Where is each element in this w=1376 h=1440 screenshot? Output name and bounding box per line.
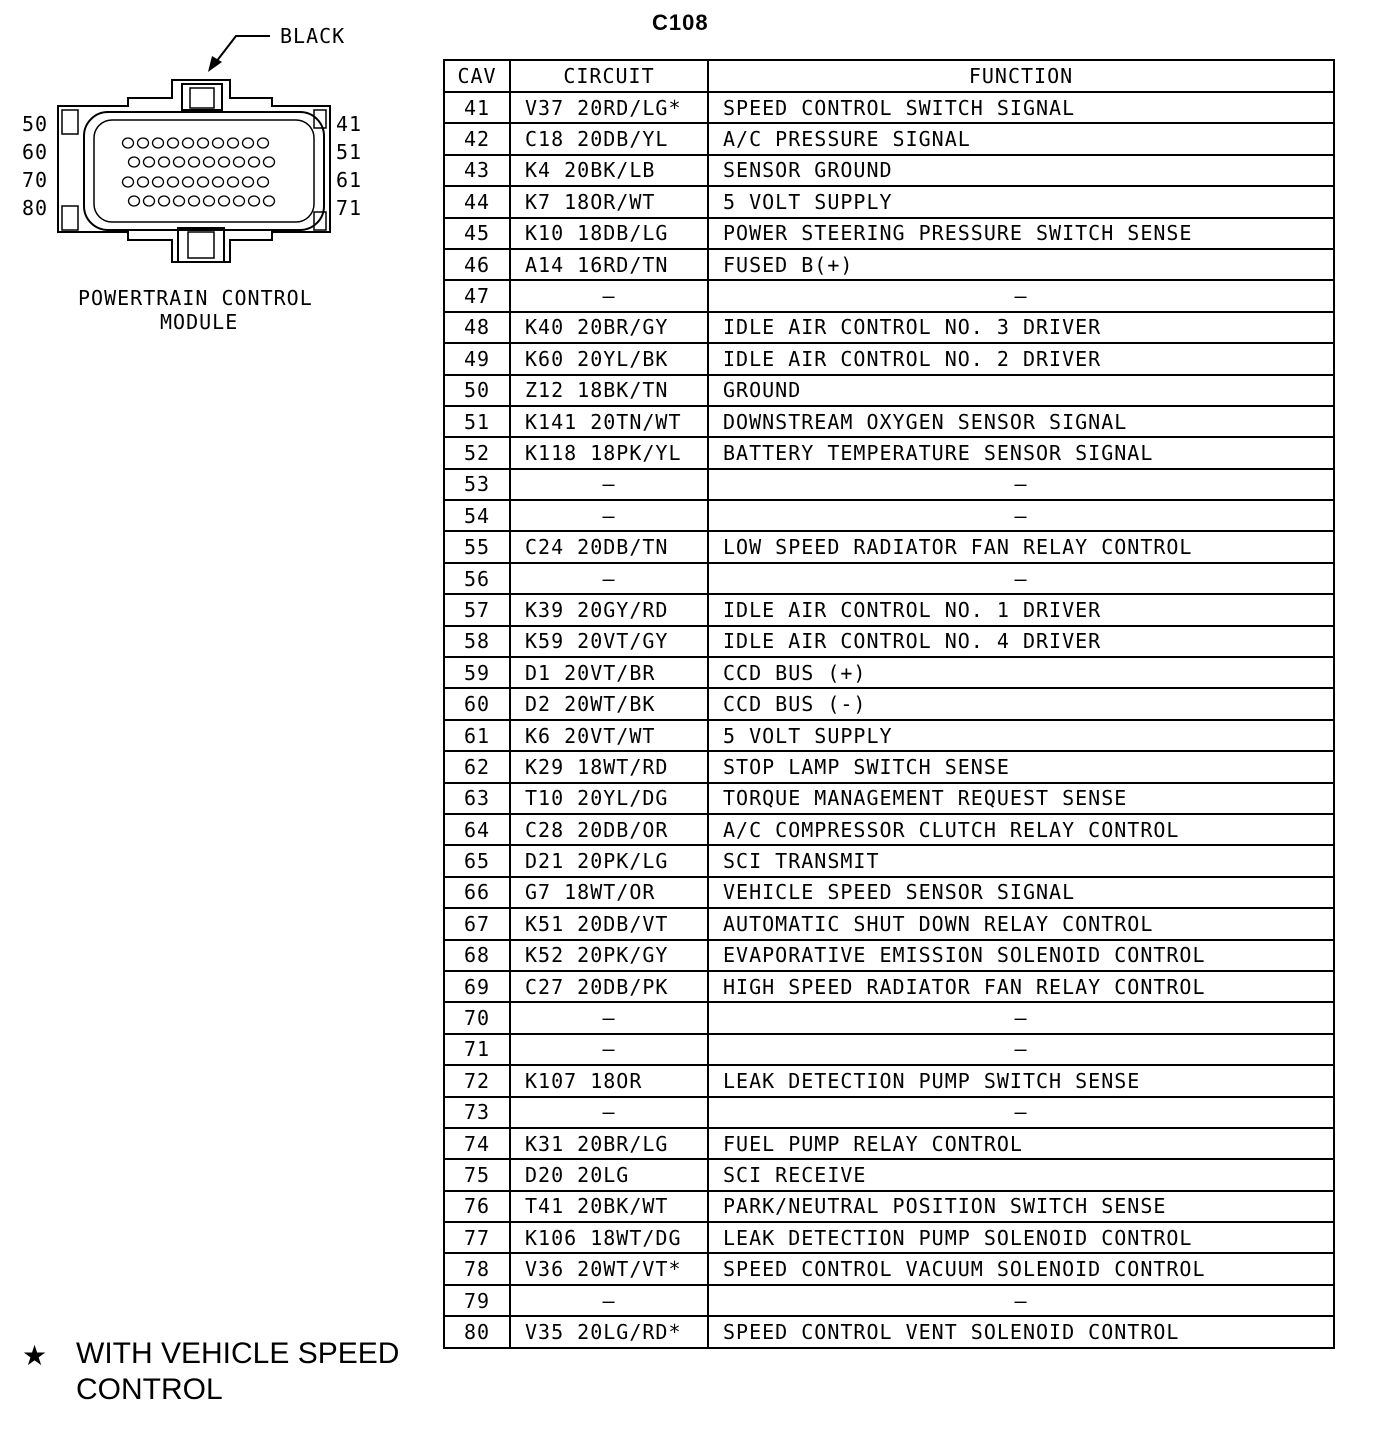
cav-cell: 74 bbox=[444, 1128, 510, 1159]
table-row bbox=[444, 845, 1334, 876]
circuit-cell: Z12 18BK/TN bbox=[510, 375, 708, 406]
table-row bbox=[444, 375, 1334, 406]
circuit-cell: – bbox=[510, 280, 708, 311]
circuit-cell: G7 18WT/OR bbox=[510, 877, 708, 908]
cav-cell: 41 bbox=[444, 92, 510, 123]
connector-title: C108 bbox=[652, 10, 709, 35]
circuit-cell: K39 20GY/RD bbox=[510, 594, 708, 625]
table-row bbox=[444, 1316, 1334, 1347]
cav-cell: 73 bbox=[444, 1097, 510, 1128]
left-tab-top bbox=[62, 110, 78, 134]
circuit-cell: K7 18OR/WT bbox=[510, 186, 708, 217]
table-row bbox=[444, 280, 1334, 311]
table-row bbox=[444, 814, 1334, 845]
cav-cell: 77 bbox=[444, 1222, 510, 1253]
function-cell: SCI TRANSMIT bbox=[708, 845, 1334, 876]
table-row bbox=[444, 186, 1334, 217]
cav-cell: 43 bbox=[444, 155, 510, 186]
pin-cavity bbox=[189, 157, 200, 167]
circuit-cell: K10 18DB/LG bbox=[510, 218, 708, 249]
pin-label-right-4: 71 bbox=[336, 196, 363, 220]
circuit-cell: – bbox=[510, 469, 708, 500]
pin-cavity bbox=[138, 138, 149, 148]
function-cell: GROUND bbox=[708, 375, 1334, 406]
function-cell: – bbox=[708, 1285, 1334, 1316]
function-cell: FUEL PUMP RELAY CONTROL bbox=[708, 1128, 1334, 1159]
function-cell: SPEED CONTROL VENT SOLENOID CONTROL bbox=[708, 1316, 1334, 1347]
circuit-cell: K6 20VT/WT bbox=[510, 720, 708, 751]
circuit-cell: K40 20BR/GY bbox=[510, 312, 708, 343]
circuit-cell: V35 20LG/RD* bbox=[510, 1316, 708, 1347]
function-cell: EVAPORATIVE EMISSION SOLENOID CONTROL bbox=[708, 940, 1334, 971]
pin-cavity bbox=[204, 196, 215, 206]
pin-cavity bbox=[123, 138, 134, 148]
pin-cavity bbox=[183, 177, 194, 187]
cav-cell: 46 bbox=[444, 249, 510, 280]
cav-cell: 76 bbox=[444, 1191, 510, 1222]
cav-cell: 62 bbox=[444, 751, 510, 782]
cav-cell: 79 bbox=[444, 1285, 510, 1316]
function-cell: A/C PRESSURE SIGNAL bbox=[708, 123, 1334, 154]
pin-cavity bbox=[234, 157, 245, 167]
pin-label-right-2: 51 bbox=[336, 140, 363, 164]
cav-cell: 68 bbox=[444, 940, 510, 971]
table-row bbox=[444, 155, 1334, 186]
function-cell: HIGH SPEED RADIATOR FAN RELAY CONTROL bbox=[708, 971, 1334, 1002]
table-row bbox=[444, 908, 1334, 939]
circuit-cell: K29 18WT/RD bbox=[510, 751, 708, 782]
pin-cavity bbox=[249, 157, 260, 167]
pin-label-left-2: 60 bbox=[22, 140, 49, 164]
function-cell: IDLE AIR CONTROL NO. 3 DRIVER bbox=[708, 312, 1334, 343]
pin-label-right-1: 41 bbox=[336, 112, 363, 136]
cav-cell: 55 bbox=[444, 531, 510, 562]
circuit-cell: – bbox=[510, 1002, 708, 1033]
table-row bbox=[444, 1159, 1334, 1190]
table-row bbox=[444, 594, 1334, 625]
cav-cell: 80 bbox=[444, 1316, 510, 1347]
footnote-text: WITH VEHICLE SPEED CONTROL bbox=[76, 1337, 400, 1406]
function-cell: SPEED CONTROL SWITCH SIGNAL bbox=[708, 92, 1334, 123]
function-cell: VEHICLE SPEED SENSOR SIGNAL bbox=[708, 877, 1334, 908]
pin-cavity bbox=[264, 196, 275, 206]
table-row bbox=[444, 1285, 1334, 1316]
circuit-cell: T41 20BK/WT bbox=[510, 1191, 708, 1222]
cav-cell: 72 bbox=[444, 1065, 510, 1096]
function-cell: IDLE AIR CONTROL NO. 2 DRIVER bbox=[708, 343, 1334, 374]
function-cell: – bbox=[708, 563, 1334, 594]
pin-cavity bbox=[129, 157, 140, 167]
function-cell: 5 VOLT SUPPLY bbox=[708, 720, 1334, 751]
circuit-cell: – bbox=[510, 1097, 708, 1128]
table-row bbox=[444, 783, 1334, 814]
table-row bbox=[444, 531, 1334, 562]
left-tab-bottom bbox=[62, 206, 78, 230]
table-row bbox=[444, 720, 1334, 751]
function-cell: – bbox=[708, 469, 1334, 500]
cav-cell: 53 bbox=[444, 469, 510, 500]
pin-label-left-3: 70 bbox=[22, 168, 49, 192]
circuit-cell: C27 20DB/PK bbox=[510, 971, 708, 1002]
cav-cell: 47 bbox=[444, 280, 510, 311]
table-row bbox=[444, 249, 1334, 280]
pin-cavity bbox=[174, 157, 185, 167]
bottom-latch bbox=[178, 228, 224, 262]
function-cell: SPEED CONTROL VACUUM SOLENOID CONTROL bbox=[708, 1253, 1334, 1284]
circuit-cell: D20 20LG bbox=[510, 1159, 708, 1190]
header-circuit: CIRCUIT bbox=[510, 60, 708, 92]
function-cell: LOW SPEED RADIATOR FAN RELAY CONTROL bbox=[708, 531, 1334, 562]
pin-cavity bbox=[129, 196, 140, 206]
table-row bbox=[444, 1002, 1334, 1033]
table-row bbox=[444, 437, 1334, 468]
function-cell: SCI RECEIVE bbox=[708, 1159, 1334, 1190]
table-row bbox=[444, 877, 1334, 908]
table-row bbox=[444, 469, 1334, 500]
pin-cavity bbox=[159, 196, 170, 206]
table-row bbox=[444, 500, 1334, 531]
circuit-cell: C28 20DB/OR bbox=[510, 814, 708, 845]
circuit-cell: K107 18OR bbox=[510, 1065, 708, 1096]
cav-cell: 42 bbox=[444, 123, 510, 154]
function-cell: POWER STEERING PRESSURE SWITCH SENSE bbox=[708, 218, 1334, 249]
header-cav: CAV bbox=[444, 60, 510, 92]
function-cell: IDLE AIR CONTROL NO. 4 DRIVER bbox=[708, 626, 1334, 657]
circuit-cell: K60 20YL/BK bbox=[510, 343, 708, 374]
pin-cavity bbox=[258, 138, 269, 148]
cav-cell: 44 bbox=[444, 186, 510, 217]
circuit-cell: K51 20DB/VT bbox=[510, 908, 708, 939]
pin-cavity bbox=[234, 196, 245, 206]
function-cell: CCD BUS (+) bbox=[708, 657, 1334, 688]
cav-cell: 66 bbox=[444, 877, 510, 908]
circuit-cell: D21 20PK/LG bbox=[510, 845, 708, 876]
cav-cell: 64 bbox=[444, 814, 510, 845]
pin-label-left-1: 50 bbox=[22, 112, 49, 136]
cav-cell: 57 bbox=[444, 594, 510, 625]
table-row bbox=[444, 563, 1334, 594]
cav-cell: 60 bbox=[444, 688, 510, 719]
function-cell: TORQUE MANAGEMENT REQUEST SENSE bbox=[708, 783, 1334, 814]
cav-cell: 78 bbox=[444, 1253, 510, 1284]
cav-cell: 69 bbox=[444, 971, 510, 1002]
pin-cavity bbox=[168, 138, 179, 148]
cav-cell: 52 bbox=[444, 437, 510, 468]
function-cell: – bbox=[708, 280, 1334, 311]
pin-cavity bbox=[198, 138, 209, 148]
pin-cavity bbox=[228, 177, 239, 187]
circuit-cell: D2 20WT/BK bbox=[510, 688, 708, 719]
circuit-cell: – bbox=[510, 563, 708, 594]
pin-cavity bbox=[198, 177, 209, 187]
pin-cavity bbox=[144, 196, 155, 206]
function-cell: PARK/NEUTRAL POSITION SWITCH SENSE bbox=[708, 1191, 1334, 1222]
table-row bbox=[444, 406, 1334, 437]
cav-cell: 71 bbox=[444, 1034, 510, 1065]
pin-cavity bbox=[153, 177, 164, 187]
function-cell: DOWNSTREAM OXYGEN SENSOR SIGNAL bbox=[708, 406, 1334, 437]
cav-cell: 48 bbox=[444, 312, 510, 343]
cav-cell: 61 bbox=[444, 720, 510, 751]
connector-name-line2: MODULE bbox=[160, 310, 239, 334]
header-function: FUNCTION bbox=[708, 60, 1334, 92]
pin-cavity bbox=[213, 138, 224, 148]
connector-name-line1: POWERTRAIN CONTROL bbox=[78, 286, 313, 310]
function-cell: 5 VOLT SUPPLY bbox=[708, 186, 1334, 217]
table-row bbox=[444, 1253, 1334, 1284]
pin-cavity bbox=[243, 177, 254, 187]
table-row bbox=[444, 123, 1334, 154]
table-row bbox=[444, 940, 1334, 971]
cav-cell: 50 bbox=[444, 375, 510, 406]
function-cell: LEAK DETECTION PUMP SOLENOID CONTROL bbox=[708, 1222, 1334, 1253]
pin-cavity bbox=[138, 177, 149, 187]
function-cell: BATTERY TEMPERATURE SENSOR SIGNAL bbox=[708, 437, 1334, 468]
table-row bbox=[444, 218, 1334, 249]
table-row bbox=[444, 1128, 1334, 1159]
function-cell: A/C COMPRESSOR CLUTCH RELAY CONTROL bbox=[708, 814, 1334, 845]
pin-cavity bbox=[258, 177, 269, 187]
table-row bbox=[444, 312, 1334, 343]
circuit-cell: T10 20YL/DG bbox=[510, 783, 708, 814]
pin-cavity bbox=[168, 177, 179, 187]
color-label: BLACK bbox=[280, 24, 346, 48]
circuit-cell: – bbox=[510, 500, 708, 531]
circuit-cell: K4 20BK/LB bbox=[510, 155, 708, 186]
circuit-cell: K59 20VT/GY bbox=[510, 626, 708, 657]
cav-cell: 63 bbox=[444, 783, 510, 814]
pin-cavity bbox=[204, 157, 215, 167]
function-cell: – bbox=[708, 1097, 1334, 1128]
table-header-row bbox=[444, 60, 1334, 92]
circuit-cell: V36 20WT/VT* bbox=[510, 1253, 708, 1284]
cav-cell: 65 bbox=[444, 845, 510, 876]
table-row bbox=[444, 751, 1334, 782]
circuit-cell: C18 20DB/YL bbox=[510, 123, 708, 154]
function-cell: LEAK DETECTION PUMP SWITCH SENSE bbox=[708, 1065, 1334, 1096]
pin-cavity bbox=[228, 138, 239, 148]
table-row bbox=[444, 1097, 1334, 1128]
cav-cell: 49 bbox=[444, 343, 510, 374]
circuit-cell: A14 16RD/TN bbox=[510, 249, 708, 280]
pin-label-left-4: 80 bbox=[22, 196, 49, 220]
pin-cavity bbox=[123, 177, 134, 187]
pin-cavity bbox=[153, 138, 164, 148]
function-cell: STOP LAMP SWITCH SENSE bbox=[708, 751, 1334, 782]
table-row bbox=[444, 92, 1334, 123]
pin-cavity bbox=[183, 138, 194, 148]
table-row bbox=[444, 343, 1334, 374]
table-row bbox=[444, 971, 1334, 1002]
circuit-cell: K118 18PK/YL bbox=[510, 437, 708, 468]
circuit-cell: – bbox=[510, 1034, 708, 1065]
table-row bbox=[444, 1191, 1334, 1222]
pin-cavity bbox=[249, 196, 260, 206]
cav-cell: 70 bbox=[444, 1002, 510, 1033]
star-icon: ★ bbox=[22, 1340, 48, 1371]
circuit-cell: K31 20BR/LG bbox=[510, 1128, 708, 1159]
table-row bbox=[444, 657, 1334, 688]
cav-cell: 45 bbox=[444, 218, 510, 249]
pin-cavity bbox=[264, 157, 275, 167]
circuit-cell: K141 20TN/WT bbox=[510, 406, 708, 437]
function-cell: AUTOMATIC SHUT DOWN RELAY CONTROL bbox=[708, 908, 1334, 939]
connector-face bbox=[84, 112, 324, 230]
circuit-cell: C24 20DB/TN bbox=[510, 531, 708, 562]
circuit-cell: V37 20RD/LG* bbox=[510, 92, 708, 123]
table-row bbox=[444, 1034, 1334, 1065]
pin-cavities bbox=[123, 138, 275, 206]
table-row bbox=[444, 626, 1334, 657]
table-row bbox=[444, 688, 1334, 719]
circuit-cell: K106 18WT/DG bbox=[510, 1222, 708, 1253]
table-row bbox=[444, 1065, 1334, 1096]
pin-label-right-3: 61 bbox=[336, 168, 363, 192]
function-cell: – bbox=[708, 500, 1334, 531]
cav-cell: 75 bbox=[444, 1159, 510, 1190]
cav-cell: 54 bbox=[444, 500, 510, 531]
function-cell: – bbox=[708, 1034, 1334, 1065]
pin-cavity bbox=[219, 196, 230, 206]
pinout-table bbox=[443, 59, 1335, 1349]
pin-cavity bbox=[144, 157, 155, 167]
pin-cavity bbox=[159, 157, 170, 167]
pin-cavity bbox=[243, 138, 254, 148]
circuit-cell: – bbox=[510, 1285, 708, 1316]
function-cell: CCD BUS (-) bbox=[708, 688, 1334, 719]
function-cell: SENSOR GROUND bbox=[708, 155, 1334, 186]
cav-cell: 67 bbox=[444, 908, 510, 939]
pin-cavity bbox=[219, 157, 230, 167]
function-cell: – bbox=[708, 1002, 1334, 1033]
cav-cell: 51 bbox=[444, 406, 510, 437]
pin-cavity bbox=[213, 177, 224, 187]
circuit-cell: K52 20PK/GY bbox=[510, 940, 708, 971]
pin-cavity bbox=[189, 196, 200, 206]
cav-cell: 59 bbox=[444, 657, 510, 688]
function-cell: FUSED B(+) bbox=[708, 249, 1334, 280]
color-label-arrow bbox=[216, 36, 270, 62]
pin-cavity bbox=[174, 196, 185, 206]
function-cell: IDLE AIR CONTROL NO. 1 DRIVER bbox=[708, 594, 1334, 625]
table-row bbox=[444, 1222, 1334, 1253]
cav-cell: 56 bbox=[444, 563, 510, 594]
cav-cell: 58 bbox=[444, 626, 510, 657]
circuit-cell: D1 20VT/BR bbox=[510, 657, 708, 688]
